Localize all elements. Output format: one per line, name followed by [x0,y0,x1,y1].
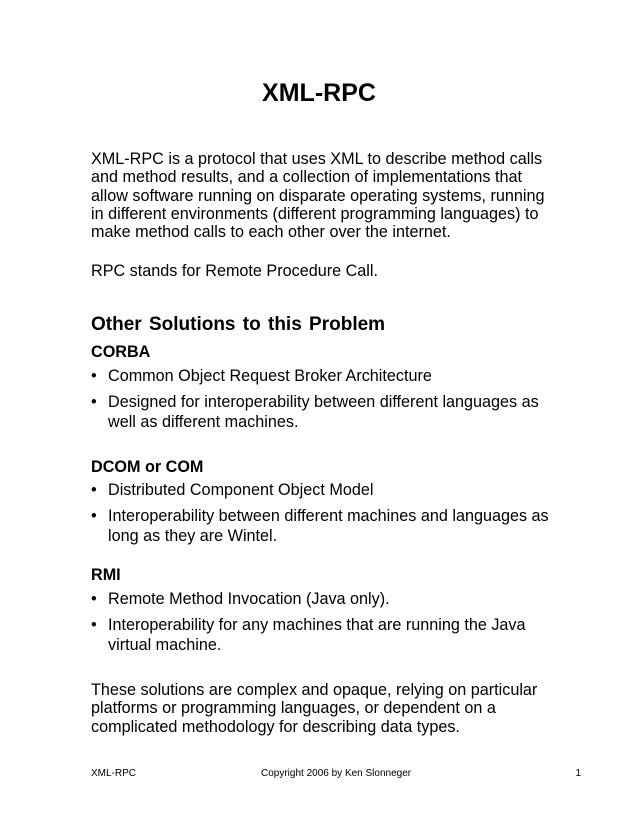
list-item [91,615,561,656]
solution-heading-corba: CORBA [91,343,151,361]
intro-paragraph: XML-RPC is a protocol that uses XML to describe method calls and method results, and a collection of implementations that allow software running on disparate operating systems, running in different environments (different programming languages) to make method calls to each other over the internet. [91,150,545,242]
solution-heading-dcom: DCOM or COM [91,458,204,476]
page-footer [91,767,581,781]
list-item [91,589,561,610]
list-item-text: Common Object Request Broker Architecture [108,367,432,385]
solution-heading-rmi: RMI [91,566,121,584]
footer-page-number: 1 [575,768,581,779]
page-title: XML-RPC [262,79,376,107]
footer-copyright: Copyright 2006 by Ken Slonneger [261,768,412,779]
solution-list-dcom [91,480,561,552]
solution-list-corba [91,366,561,438]
bullet-icon: • [91,481,97,499]
bullet-icon: • [91,506,97,525]
list-item-text: Interoperability between different machines and languages as long as they are Wintel. [108,506,549,545]
bullet-icon: • [91,367,97,385]
list-item-text: Remote Method Invocation (Java only). [108,590,390,608]
bullet-icon: • [91,392,97,411]
rpc-definition: RPC stands for Remote Procedure Call. [91,262,378,280]
list-item-text: Interoperability for any machines that are running the Java virtual machine. [108,615,526,654]
list-item-text: Distributed Component Object Model [108,481,374,499]
list-item-text: Designed for interoperability between different languages as well as different machines. [108,392,539,431]
section-heading: Other Solutions to this Problem [91,314,386,335]
solution-list-rmi [91,589,561,661]
footer-doc-title: XML-RPC [91,768,137,779]
closing-paragraph: These solutions are complex and opaque, relying on particular platforms or programming languages, or dependent on a complicated methodology for describing data types. [91,681,538,736]
bullet-icon: • [91,590,97,608]
list-item [91,506,561,547]
list-item [91,392,561,433]
list-item [91,366,561,387]
list-item [91,480,561,501]
bullet-icon: • [91,615,97,634]
